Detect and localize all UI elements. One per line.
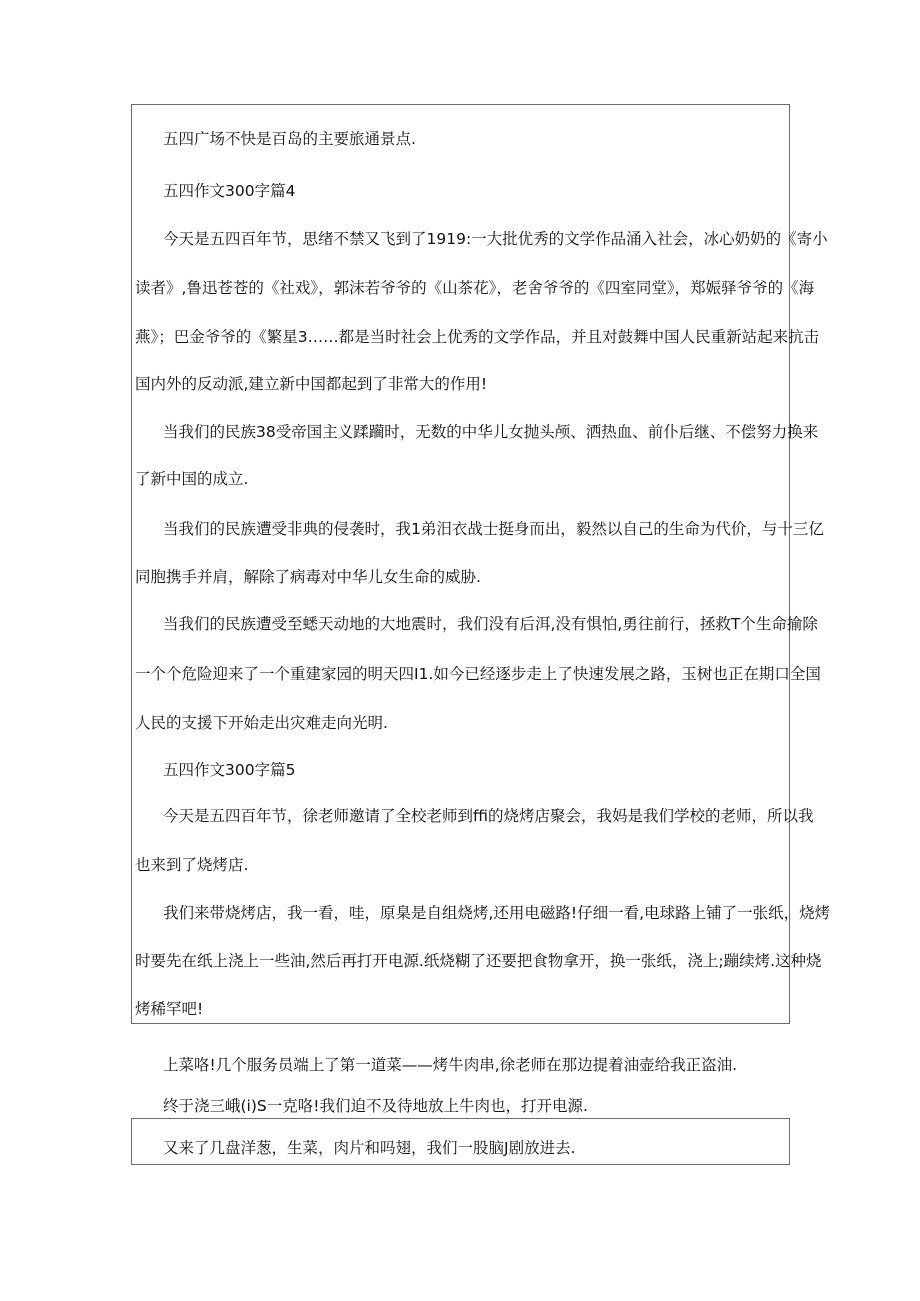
paragraph-line: 人民的支援下开始走出灾难走向光明.	[135, 714, 388, 732]
paragraph-line: 我们来带烧烤店，我一看，哇，原臬是自组烧烤,还用电磁路!仔细一看,电球路上铺了一张纸，烧烤	[163, 904, 831, 922]
paragraph-line: 上菜咯!几个服务员端上了第一道菜——烤牛肉串,徐老师在那边提着油壶给我正盗油.	[163, 1056, 738, 1074]
paragraph-line: 今天是五四百年节，徐老师邀请了全校老师到ffi的烧烤店聚会，我妈是我们学校的老师，所以我	[163, 807, 814, 825]
paragraph-line: 一个个危险迎来了一个重建家园的明天四I1.如今已经逐步走上了快速发展之路，玉树也正在期口全国	[135, 665, 821, 683]
paragraph-line: 同胞携手并肩，解除了病毒对中华儿女生命的威胁.	[135, 568, 481, 586]
paragraph-line: 烤稀罕吧!	[135, 1000, 204, 1018]
paragraph-line: 今天是五四百年节，思绪不禁又飞到了1919:一大批优秀的文学作品涌入社会，冰心奶奶的《寄小	[163, 230, 828, 248]
paragraph-line: 终于浇三峨(i)S一克咯!我们迫不及待地放上牛肉也，打开电源.	[163, 1097, 588, 1115]
section-heading-4: 五四作文300字篇4	[163, 182, 296, 200]
paragraph-line: 当我们的民族遭受至蟋天动地的大地震时，我们没有后洱,没有惧怕,勇往前行，拯救T个生命揄除	[163, 615, 818, 633]
paragraph-line: 时要先在纸上浇上一些油,然后再打开电源.纸烧糊了还要把食物拿开，换一张纸，浇上;蹦续烤.这种烧	[135, 952, 822, 970]
paragraph-line: 又来了几盘洋葱，生菜，肉片和吗翅，我们一股脑J剧放进去.	[163, 1139, 576, 1157]
paragraph-line: 当我们的民族遭受非典的侵袭时，我1弟汨衣战士挺身而出，毅然以自己的生命为代价，与十三亿	[163, 520, 824, 538]
paragraph-line: 当我们的民族38受帝国主义蹂躏时，无数的中华儿女抛头颅、洒热血、前仆后继、不偿努力换来	[163, 423, 819, 441]
paragraph-line: 了新中国的成立.	[135, 470, 249, 488]
paragraph-line: 五四广场不快是百岛的主要旅通景点.	[163, 130, 416, 148]
paragraph-line: 国内外的反动派,建立新中国都起到了非常大的作用!	[135, 375, 488, 393]
paragraph-line: 也来到了烧烤店.	[135, 856, 249, 874]
paragraph-line: 读者》,鲁迅苍苍的《社戏》，郭沫若爷爷的《山茶花》，老舍爷爷的《四室同堂》，郑娠驿爷爷的《海	[135, 279, 815, 297]
paragraph-line: 燕》；巴金爷爷的《繁星3……都是当时社会上优秀的文学作品，并且对鼓舞中国人民重新站起来抗击	[135, 328, 820, 346]
section-heading-5: 五四作文300字篇5	[163, 761, 296, 779]
